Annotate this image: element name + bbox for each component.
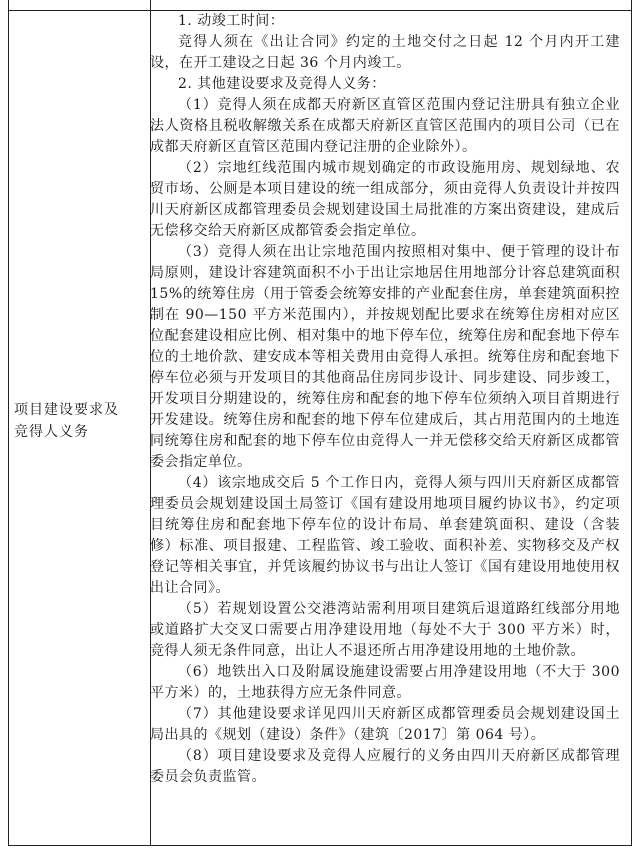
paragraph-item-5: （5）若规划设置公交港湾站需利用项目建筑后退道路红线部分用地或道路扩大交叉口需要占用净建设用地（每处不大于 300 平方米）时，竞得人须无条件同意，出让人不退还所占用净建设用地的土地价款。 [150, 601, 620, 659]
paragraph-item-4: （4）该宗地成交后 5 个工作日内，竞得人须与四川天府新区成都管理委员会规划建设国土局签订《国有建设用地项目履约协议书》，约定项目统筹住房和配套地下停车位的设计布局、单套建筑面积、建设（含装修）标准、项目报建、工程监管、竣工验收、面积补差、实物移交及产权登记等相关事宜，并凭该履约协议书与出让人签订《国有建设用地使用权出让合同》。 [150, 475, 620, 596]
section-heading-other-requirements: 2. 其他建设要求及竞得人义务： [178, 76, 386, 92]
section-heading-completion-time: 1. 动竣工时间： [178, 13, 285, 29]
paragraph-item-7: （7）其他建设要求详见四川天府新区成都管理委员会规划建设国土局出具的《规划（建设）条件》（建筑〔2017〕第 064 号）。 [150, 706, 620, 743]
paragraph-item-2: （2）宗地红线范围内城市规划确定的市政设施用房、规划绿地、农贸市场、公厕是本项目建设的统一组成部分，须由竞得人负责设计并按四川天府新区成都管理委员会规划建设国土局批准的方案出资建设，建成后无偿移交给天府新区成都管委会指定单位。 [150, 160, 620, 239]
paragraph-item-6: （6）地铁出入口及附属设施建设需要占用净建设用地（不大于 300 平方米）的，土地获得方应无条件同意。 [150, 664, 620, 701]
requirements-content [150, 11, 620, 788]
paragraph-item-8: （8）项目建设要求及竞得人应履行的义务由四川天府新区成都管理委员会负责监管。 [150, 748, 620, 785]
paragraph-item-1: （1）竞得人须在成都天府新区直管区范围内登记注册具有独立企业法人资格且税收解缴关系在成都天府新区直管区范围内的项目公司（已在成都天府新区直管区范围内登记注册的企业除外）。 [150, 97, 620, 155]
paragraph-completion-time: 竞得人须在《出让合同》约定的土地交付之日起 12 个月内开工建设，在开工建设之日起 36 个月内竣工。 [150, 34, 620, 71]
row-label: 项目建设要求及竞得人义务 [14, 402, 119, 440]
paragraph-item-3: （3）竞得人须在出让宗地范围内按照相对集中、便于管理的设计布局原则，建设计容建筑面积不小于出让宗地居住用地部分计容总建筑面积15%的统筹住房（用于管委会统筹安排的产业配套住房，单套建筑面积控制在 90—150 平方米范围内），并按规划配比要求在统筹住房相对应区位配套建设相应比例、相对集中的地下停车位，统筹住房和配套地下停车位的土地价款、建安成本等相关费用由竞得人承担。统筹住房和配套地下停车位必须与开发项目的其他商品住房同步设计、同步建设、同步竣工，开发项目分期建设的，统筹住房和配套的地下停车位须纳入项目首期进行开发建设。统筹住房和配套的地下停车位建成后，其占用范围内的土地连同统筹住房和配套的地下停车位由竞得人一并无偿移交给天府新区成都管委会指定单位。 [150, 244, 620, 470]
